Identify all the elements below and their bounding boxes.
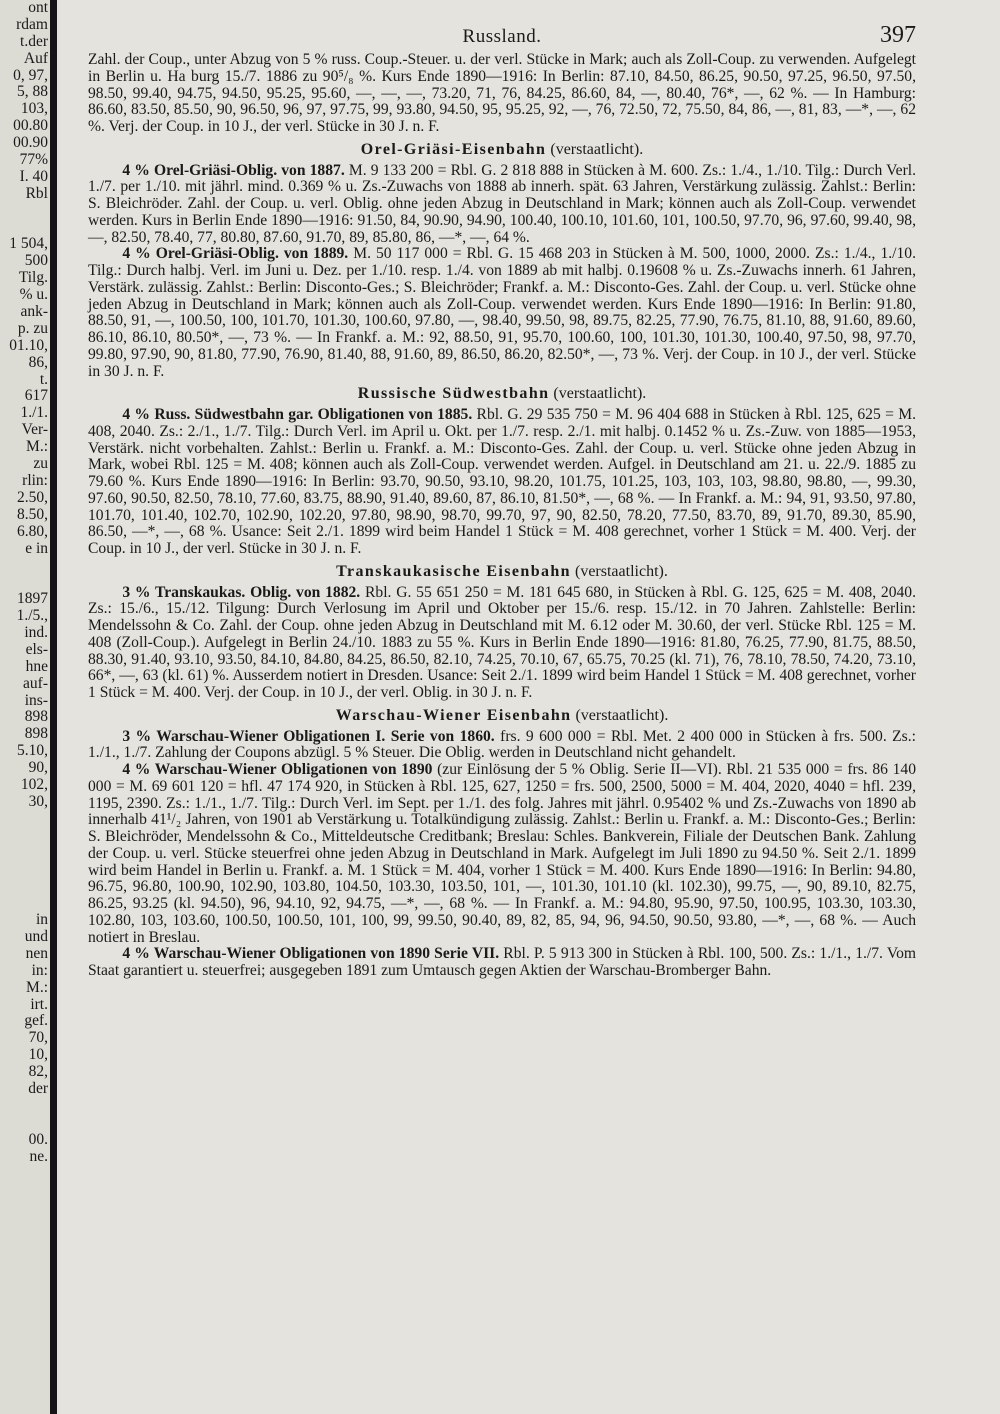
gutter-line: rlin: bbox=[22, 471, 48, 489]
gutter-line: e in bbox=[25, 539, 48, 557]
gutter-line bbox=[0, 878, 50, 895]
gutter-line: ind. bbox=[24, 623, 48, 641]
gutter-line: 0, 97, bbox=[13, 66, 48, 84]
page-body bbox=[88, 52, 916, 980]
page-header bbox=[88, 22, 916, 52]
bond-details: Rbl. G. 55 651 250 = M. 181 645 680, in Stücken à Rbl. G. 125, 625 = M. 408, 2040. Zs.: 15./6., 15./12. Tilgung: Durch Verlosung im April und Oktober per 15./6. resp. 15./12. in 70 Jahren. Zahlstelle: Berlin: Mendelssohn & Co. Zahl. der Coup. ohne jeden Abzug in Deutschland mit M. 6.12 oder M. 30.60, der verl. Stücke Rbl. 125 = M. 408 (Zoll-Coup.). Aufgelegt in Berlin 24./10. 1883 zu 55 %. Kurs in Berlin Ende 1890—1916: 81.80, 76.25, 77.90, 81.75, 88.50, 88.30, 91.40, 93.10, 93.50, 84.10, 84.80, 84.25, 86.50, 82.10, 74.25, 70.10, 67, 65.75, 70.25 (kl. 71), 76, 78.10, 78.50, 74.20, 73.10, 66*, —, 63 (kl. 61) %. Ausserdem notiert in Dresden. Usance: Seit 2./1. 1899 wird beim Handel 1 Stück = M. 408 gerechnet, vorher 1 Stück = M. 400. Verj. der Coup. in 10 J., der verl. Oblig. in 30 J. n. F. bbox=[88, 583, 916, 701]
gutter-line: rdam bbox=[16, 15, 48, 33]
gutter-line: 617 bbox=[24, 387, 48, 405]
page bbox=[88, 22, 916, 980]
gutter-line: ont bbox=[28, 0, 48, 16]
gutter-line: in: bbox=[31, 961, 48, 979]
gutter-line: 10, bbox=[28, 1046, 48, 1064]
gutter-line: 5.10, bbox=[17, 742, 48, 760]
section-name: Orel-Griäsi-Eisenbahn bbox=[360, 140, 547, 158]
bond-details: Rbl. P. 5 913 300 in Stücken à Rbl. 100, 500. Zs.: 1./1., 1./7. Vom Staat garantiert u. steuerfrei; ausgegeben 1891 zum Umtausch gegen Aktien der Warschau-Bromberger Bahn. bbox=[88, 945, 916, 979]
gutter-line: 8.50, bbox=[17, 505, 48, 523]
bond-details: M. 50 117 000 = Rbl. G. 15 468 203 in Stücken à M. 500, 1000, 2000. Zs.: 1./4., 1./10. Tilg.: Durch halbj. Verl. im Juni u. Dez. per 1./10. resp. 1./4. von 1889 ab mit halbj. 0.19608 % u. Zs.-Zuwachs innerh. 61 Jahren, Verstärk. zulässig. Zahlst.: Berlin: Disconto-Ges.; S. Bleichröder; Frankf. a. M.: Disconto-Ges. Zahl. der Coup. u. verl. Stücke ohne jeden Abzug in Deutschland in Mark; können auch als Zoll-Coup. verwendet werden. Kurs Ende 1890—1916: In Berlin: 91.80, 88.50, 91, —, 100.50, 100, 101.70, 101.30, 100.60, 97.80, —, 98.40, 99.50, 98, 89.75, 82.25, 77.90, 76.75, 81.10, 88, 91.60, 89.60, 86.10, 86.10, 80.50*, —, 73 %. — In Frankf. a. M.: 92, 88.50, 91, 95.70, 100.60, 100, 101.30, 101.30, 100.40, 97.50, 98, 97.70, 99.80, 97.90, 90, 81.80, 77.90, 76.90, 81.40, 88, 91.60, 89, 86.50, 86.20, 82.50*, —, 73 %. Verj. der Coup. in 10 J., der verl. Stücke in 30 J. n. F. bbox=[88, 245, 916, 380]
gutter-line bbox=[0, 557, 50, 574]
section-suffix: (verstaatlicht). bbox=[546, 140, 644, 158]
bond-title: 4 % Warschau-Wiener Obligationen von 1890 Serie VII. bbox=[122, 945, 500, 963]
gutter-line: 898 bbox=[24, 708, 48, 726]
gutter-line: t.der bbox=[20, 32, 48, 50]
gutter-line: 103, bbox=[20, 100, 48, 118]
gutter-line: gef. bbox=[24, 1012, 48, 1030]
gutter-line: und bbox=[24, 927, 48, 945]
gutter-line: 82, bbox=[28, 1063, 48, 1081]
gutter-line bbox=[0, 828, 50, 845]
gutter-line bbox=[0, 1115, 50, 1132]
gutter-line: p. zu bbox=[17, 319, 48, 337]
gutter-line: M.: bbox=[26, 438, 48, 456]
gutter-line: 00.80 bbox=[13, 117, 48, 135]
gutter-line: Ver- bbox=[21, 421, 48, 439]
section-suffix: (verstaatlicht). bbox=[571, 706, 669, 724]
bond-details: M. 9 133 200 = Rbl. G. 2 818 888 in Stücken à M. 600. Zs.: 1./4., 1./10. Tilg.: Durch Verl. 1./7. per 1./10. mit jährl. mind. 0.369 % u. Zs.-Zuwachs von 1888 ab innerh. spät. 63 Jahren, Verstärkung zulässig. Zahlst.: Berlin: S. Bleichröder. Zahl. der Coup. u. verl. Oblig. ohne jeden Abzug in Deutschland in Mark; können auch als Zoll-Coup. verwendet werden. Kurs in Berlin Ende 1890—1916: 91.50, 84, 90.90, 94.90, 100.40, 100.10, 101.60, 101, 100.50, 97.70, 96, 97.60, 99.40, 98, —, 82.50, 78.40, 77, 80.80, 87.60, 91.70, 89, 85.80, 86, —*, —, 64 %. bbox=[88, 161, 916, 246]
gutter-line bbox=[0, 861, 50, 878]
gutter-line: nen bbox=[25, 944, 48, 962]
gutter-line: ank- bbox=[20, 303, 48, 321]
section-heading bbox=[88, 564, 916, 581]
adjacent-page-gutter bbox=[0, 0, 50, 1414]
gutter-line: zu bbox=[33, 455, 48, 473]
running-title: Russland. bbox=[462, 26, 542, 47]
section-heading bbox=[88, 708, 916, 725]
gutter-line: Rbl bbox=[25, 184, 48, 202]
bond-details: Rbl. G. 29 535 750 = M. 96 404 688 in Stücken à Rbl. 125, 625 = M. 408, 2040. Zs.: 2./1., 1./7. Tilg.: Durch Verl. im April u. Okt. per 1./7. resp. 2./1. mit halbj. 0.1452 % u. Zs.-Zuw. von 1885—1953, Verstärk. nicht vorbehalten. Zahlst.: Berlin u. Frankf. a. M.: Disconto-Ges. Zahl. der Coup. u. verl. Stücke ohne jeden Abzug in Mark, wobei Rbl. 125 = M. 408; können auch als Zoll-Coup. verwendet werden. Aufgel. in Deutschland am 21. u. 22./9. 1885 zu 79.60 %. Kurs Ende 1890—1916: In Berlin: 93.70, 90.50, 93.10, 98.20, 101.75, 101.25, 103, 103, 103, 98.80, 98.80, —, 99.30, 97.60, 90.50, 82.50, 78.10, 77.60, 83.75, 88.90, 91.40, 89.60, 87, 86.10, 81.50*, —, 68 %. — In Frankf. a. M.: 94, 91, 93.50, 97.80, 101.70, 101.40, 102.70, 102.90, 102.20, 97.80, 98.90, 98.70, 99.70, 97, 90, 82.50, 78.20, 77.50, 83.70, 89, 91.70, 89.30, 85.90, 86.50, —*, —, 68 %. Usance: Seit 2./1. 1899 wird beim Handel 1 Stück = M. 408 gerechnet, vorher 1 Stück = M. 400. Verj. der Coup. in 10 J., der verl. Stücke in 30 J. n. F. bbox=[88, 406, 916, 557]
gutter-line: 00.90 bbox=[13, 134, 48, 152]
bond-entry bbox=[88, 729, 916, 763]
gutter-line: ne. bbox=[29, 1147, 48, 1165]
gutter-line: 898 bbox=[24, 725, 48, 743]
gutter-line bbox=[0, 895, 50, 912]
gutter-line: % u. bbox=[19, 286, 48, 304]
gutter-line: irt. bbox=[30, 995, 48, 1013]
bond-title: 4 % Orel-Griäsi-Oblig. von 1887. bbox=[122, 161, 345, 179]
intro-paragraph: Zahl. der Coup., unter Abzug von 5 % russ. Coup.-Steuer. u. der verl. Stücke in Mark; auch als Zoll-Coup. zu verwenden. Aufgelegt in Berlin u. Ha burg 15./7. 1886 zu 90⁵/₈ %. Kurs Ende 1890—1916: In Berlin: 87.10, 84.50, 86.25, 90.50, 97.25, 96.50, 97.50, 98.50, 99.40, 94.75, 94.50, 95.25, 95.60, —, —, —, 73.20, 71, 76, 84.25, 86.60, 84, —, 80.40, 76*, —, 62 %. — In Hamburg: 86.60, 83.50, 85.50, 90, 96.50, 96, 97, 97.75, 99, 93.80, 94.50, 95, 95.25, 92, —, 76, 72.50, 72, 75.50, 84, 86, —, 81, 83, —*, —, 62 %. Verj. der Coup. in 10 J., der verl. Stücke in 30 J. n. F. bbox=[88, 51, 916, 135]
gutter-line: 1897 bbox=[17, 590, 48, 608]
bond-title: 4 % Orel-Griäsi-Oblig. von 1889. bbox=[122, 245, 349, 263]
section-name: Russische Südwestbahn bbox=[357, 385, 550, 403]
gutter-line bbox=[0, 845, 50, 862]
gutter-line: Tilg. bbox=[18, 269, 48, 287]
sections bbox=[88, 142, 916, 980]
gutter-line bbox=[0, 574, 50, 591]
gutter-line: 2.50, bbox=[17, 488, 48, 506]
gutter-line bbox=[0, 811, 50, 828]
gutter-line: els- bbox=[25, 640, 48, 658]
gutter-line: 1./1. bbox=[20, 404, 48, 422]
bond-entry bbox=[88, 163, 916, 247]
section-heading bbox=[88, 142, 916, 159]
gutter-line: 500 bbox=[24, 252, 48, 270]
gutter-line: in bbox=[35, 911, 48, 929]
gutter-line: ins- bbox=[24, 691, 48, 709]
bond-entry bbox=[88, 407, 916, 558]
bond-details: frs. 9 600 000 = Rbl. Met. 2 400 000 in Stücken à frs. 500. Zs.: 1./1., 1./7. Zahlung der Coupons abzügl. 5 % Steuer. Die Oblig. werden in Deutschland nicht gehandelt. bbox=[88, 727, 916, 762]
gutter-line: 86, bbox=[28, 353, 48, 371]
bond-title: 3 % Transkaukas. Oblig. von 1882. bbox=[122, 583, 361, 601]
gutter-line: 1 504, bbox=[9, 235, 48, 253]
gutter-line: 102, bbox=[20, 775, 48, 793]
gutter-line: 90, bbox=[28, 759, 48, 777]
bond-entry bbox=[88, 585, 916, 702]
page-fold-rule bbox=[50, 0, 57, 1414]
gutter-line bbox=[0, 203, 50, 220]
gutter-line: 30, bbox=[28, 792, 48, 810]
gutter-line: hne bbox=[25, 657, 48, 675]
gutter-line: I. 40 bbox=[19, 167, 48, 185]
gutter-line: t. bbox=[39, 370, 48, 388]
gutter-line: 5, 88 bbox=[17, 83, 48, 101]
section-suffix: (verstaatlicht). bbox=[571, 562, 668, 580]
gutter-line: 6.80, bbox=[17, 522, 48, 540]
bond-entry bbox=[88, 762, 916, 946]
gutter-line: 01.10, bbox=[9, 336, 48, 354]
gutter-line: 1./5., bbox=[16, 607, 48, 625]
bond-details: (zur Einlösung der 5 % Oblig. Serie II—VI). Rbl. 21 535 000 = frs. 86 140 000 = M. 69 601 120 = hfl. 47 174 920, in Stücken à Rbl. 125, 627, 1250 = frs. 500, 2500, 5000 = M. 404, 2020, 4040 = hfl. 239, 1195, 2390. Zs.: 1./1., 1./7. Tilg.: Durch Verl. im Sept. per 1./1. des folg. Jahres mit jährl. 0.95402 % und Zs.-Zuwachs von 1890 ab innerhalb 41¹/₂ Jahren, von 1901 ab Verstärkung u. Totalkündigung zulässig. Zahlst.: Berlin u. Frankf. a. M.: Disconto-Ges.; Berlin: S. Bleichröder, Mendelssohn & Co., Mitteldeutsche Creditbank; Breslau: Schles. Bankverein, Filiale der Deutschen Bank. Zahlung der Coup. u. verl. Stücke steuerfrei ohne jeden Abzug in Deutschland in Mark. Aufgelegt im Juli 1890 zu 94.50 %. Seit 2./1. 1899 wird beim Handel in Berlin u. Frankf. a. M. 1 Stück = M. 404, vorher 1 Stück = M. 400. Kurs Ende 1890—1916: In Berlin: 94.80, 96.75, 96.80, 100.90, 102.90, 103.80, 104.50, 103.30, 103.50, 101, —, 101.30, 101.10 (kl. 102.30), 99.75, —, 90, 89.10, 82.75, 86.25, 93.25 (kl. 94.50), 96, 94.10, 92, 94.75, —*, —, 68 %. — In Frankf. a. M.: 94.80, 95.90, 97.50, 100.95, 103.30, 103.30, 102.80, 103, 103.60, 100.50, 100.50, 101, 100, 99, 99.50, 90.40, 89, 82, 85, 94, 96, 94.50, 90.50, 93.80, —*, —, 68 %. — Auch notiert in Breslau. bbox=[88, 761, 916, 946]
bond-entry bbox=[88, 946, 916, 980]
gutter-line: der bbox=[28, 1080, 48, 1097]
gutter-line: auf- bbox=[23, 674, 48, 692]
bond-entry bbox=[88, 246, 916, 380]
section-heading bbox=[88, 386, 916, 403]
section-name: Transkaukasische Eisenbahn bbox=[336, 562, 571, 580]
gutter-line: 70, bbox=[28, 1029, 48, 1047]
bond-title: 4 % Warschau-Wiener Obligationen von 1890 bbox=[122, 761, 433, 778]
section-suffix: (verstaatlicht). bbox=[549, 385, 647, 403]
gutter-line bbox=[0, 220, 50, 237]
gutter-line: 77% bbox=[19, 151, 48, 169]
gutter-line bbox=[0, 1098, 50, 1115]
bond-title: 3 % Warschau-Wiener Obligationen I. Serie von 1860. bbox=[122, 727, 495, 745]
section-name: Warschau-Wiener Eisenbahn bbox=[335, 706, 572, 724]
gutter-line: Auf bbox=[23, 49, 48, 67]
bond-title: 4 % Russ. Südwestbahn gar. Obligationen von 1885. bbox=[122, 406, 473, 423]
gutter-line: 00. bbox=[28, 1130, 48, 1148]
page-number: 397 bbox=[880, 22, 916, 48]
gutter-line: M.: bbox=[26, 978, 48, 996]
